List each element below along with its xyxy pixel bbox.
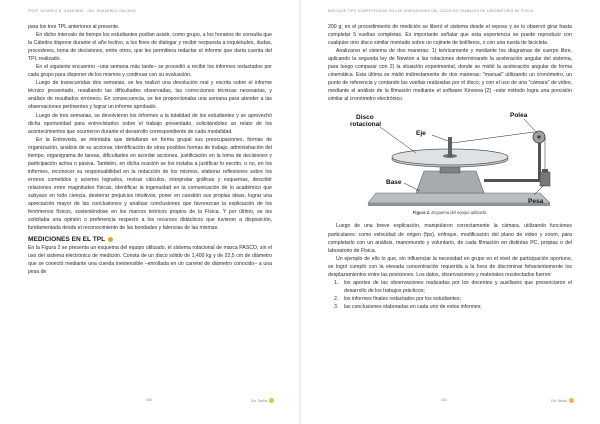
string-horizontal	[452, 132, 534, 143]
right-paragraph: Analizaron el sistema de dos maneras: 1) teóricamente y mediante los diagramas de cuerpo libre, aplicando la segunda ley de Newton a las rotaciones determinando la aceleración angular del sistema, para luego comparar con 2) la situación experimental, donde se midió la aceleración angular de forma cinemática. Esta última se midió indirectamente de dos maneras: "manual" utilizando un cronómetro, un punto de referencia y contando las vueltas realizadas por el disco; y con el uso de una "cámara" de video, mediante el análisis de la filmación mediante el software Kinovea [2] –este método logra una precisión similar al cronómetro electrónico.	[328, 48, 572, 103]
right-paragraph: Luego de una breve explicación, manipularon correctamente la cámara, utilizando funciones particulares: como velocidad de origen (fps), enfoque, modificación del plano de video y zoom, para completarlo con un análisis, manomundo y voluntario, de cada filmación en distintas PC, propias o del laboratorio de Física.	[328, 223, 572, 254]
hanging-mass	[540, 172, 550, 186]
list-item: 3. las conclusiones elaboradas en cada uno de estos informes;	[334, 303, 482, 310]
left-paragraph: para los tres TPL anteriores al presente.	[28, 24, 120, 30]
callout-polea	[524, 119, 537, 133]
left-paragraph: En el siguiente encuentro –una semana más tarde– se procedió a recibir los informes redactados por cada grupo para disponer de los mismos y continuar con su evaluación.	[28, 64, 272, 79]
pulley-center	[537, 136, 540, 139]
base-plate	[368, 193, 550, 206]
right-brand-text: Ext Tanba	[551, 398, 567, 403]
section-block	[28, 236, 272, 244]
left-paragraph: En dicho intervalo de tiempo los estudiantes podían asistir, como grupo, a los horarios de consulta que la Cátedra dispone durante el año lectivo, a los fines de dialogar y recibir respuesta a inquietudes, dudas, procederes, toma de decisiones, entre otros, que les permitiera redactar el informe que daría cuenta del TPL realizado.	[28, 32, 272, 63]
left-page-body	[28, 23, 272, 276]
left-footer-brand	[251, 398, 274, 403]
label-base: Base	[386, 179, 402, 187]
pulley-arm	[484, 179, 544, 182]
section-title: MEDICIONES EN EL TPL	[28, 236, 106, 244]
base-edge	[368, 203, 550, 206]
list-item: 2. los informes finales redactados por los estudiantes;	[334, 295, 461, 302]
left-running-head: PROF. NICARKO D. GUARINNE · ING. EDUARRDO GALINDO	[28, 9, 137, 13]
left-brand-text: Ext Tanba	[251, 398, 267, 403]
materials-list	[334, 279, 572, 311]
figure-caption-number: Figura 2.	[412, 210, 431, 216]
left-paragraph: En la Entrevista, se intentaba que detallaran en forma grupal sus preocupaciones, formas de organización, análisis de su accionar, identificación de otras posibles formas de trabajo, administración del tiempo, organigrama de tareas, dificultades en acordar acciones, justificación en la toma de decisiones y participación activa o pasiva. También, en dicha ocasión se los instaba a justificar lo escrito, o no, en los informes, reconocer su responsabilidad en la redacción de los mismos, elaborar reflexiones sobre los errores cometidos y aciertos logrados, revisar cálculos, interpretar gráficas y esquemas, describir relaciones entre magnitudes físicas, identificar la ingenuidad en la comunicación de lo académico que subyace en todo ciencia, desterrar prejuicios intuitivos, poner en cuestión sus propias ideas, lograr una apreciación mayor de las conclusiones y analizar conclusiones que favorezcan la explicación de los fenómenos físicos, sosteniéndose en los marcos teóricos propios de la Física. Y por último, se les solicitaba una opinión o preferencia respecto a los recursos didácticos que tuvieron a disposición, fundamentada desde el reconocimiento de las bondades y falencias de las mismas.	[28, 136, 272, 232]
section-bullet-icon	[108, 237, 113, 242]
callout-base	[404, 183, 420, 191]
left-page-number: 400	[146, 398, 152, 402]
right-page	[300, 0, 600, 424]
right-paragraph: Un ejemplo de ello lo que, sin influenciar la necesidad en grupo en el nivel de participación oportuno, se logró cumplir con la elevada concentración requerida a la hora de discriminar fehacientemente los desplazamientos entre las posiciones. Los datos, observaciones y materiales recolectados fueron:	[328, 255, 572, 278]
section-intro: En la Figura 2 se presenta un esquema del equipo utilizado, el sistema rotacional de marca PASCO, sin el uso del sistema electrónico de medición. Consta de un disco sólido de 1,400 kg y de 22,5 cm de diámetro que se conectó mediante una cuerda inextensible –enrollada en un carretel de diámetro conocido– a una pesa de	[28, 245, 272, 276]
callout-eje	[432, 135, 448, 141]
right-page-number: 401	[441, 398, 447, 402]
label-disco-line1: Disco	[356, 114, 374, 122]
figure-equipment	[328, 107, 572, 209]
figure-caption-text: Esquema del equipo utilizado.	[431, 210, 488, 216]
label-pesa: Pesa	[528, 198, 544, 206]
right-running-head: ENFOQUE TIPO COMPETENCIAS EN LAS DIMENSIONES DEL CIUDO EN TRABAJOS DE LABORATORIO DE FÍSICA	[328, 9, 534, 13]
label-eje: Eje	[416, 130, 426, 138]
left-paragraph: Luego de tres semanas, se devolvieron los informes a la totalidad de los estudiantes y se aprovechó dicha oportunidad para entrevistarlos sobre el trabajo presentado, solicitándoles un relato de los acontecimientos que ocurrieron durante el desarrollo correspondiente de cada modalidad.	[28, 112, 272, 135]
callout-disco	[380, 127, 416, 153]
support-block	[416, 171, 484, 193]
brand-logo-icon	[569, 398, 574, 403]
axle	[448, 137, 452, 157]
mass-hook	[542, 169, 548, 172]
left-paragraph: Luego de transcurridas dos semanas, se les realizó una devolución oral y escrita sobre el informe técnico presentado, resaltando las dificultades observadas, las correcciones técnicas necesarias, y análisis de resultados erróneos. En consecuencia, se les proporcionaba una semana para atender a las observaciones pertinentes y lograr un informe aprobado.	[28, 80, 272, 111]
figure-caption	[328, 210, 572, 215]
label-disco	[350, 114, 381, 128]
list-item: 1. los aportes de las observaciones realizadas por los docentes y auxiliares que presenciaron el desarrollo de los trabajos prácticos;	[334, 279, 572, 294]
label-polea: Polea	[510, 112, 528, 120]
right-page-body	[328, 23, 572, 311]
equipment-diagram	[328, 107, 572, 209]
right-paragraph: 200 g; en el procedimiento de medición se liberó el sistema desde el reposo y se lo observó girar hasta completar 5 vueltas completas. Es importante señalar que esta experiencia se puede reproducir con cualquier otro disco similar montado sobre un cojinete de bolilleros, o con una rueda de bicicleta.	[328, 24, 572, 47]
label-disco-line2: rotacional	[350, 121, 382, 129]
brand-logo-icon	[269, 398, 274, 403]
right-footer-brand	[551, 398, 574, 403]
